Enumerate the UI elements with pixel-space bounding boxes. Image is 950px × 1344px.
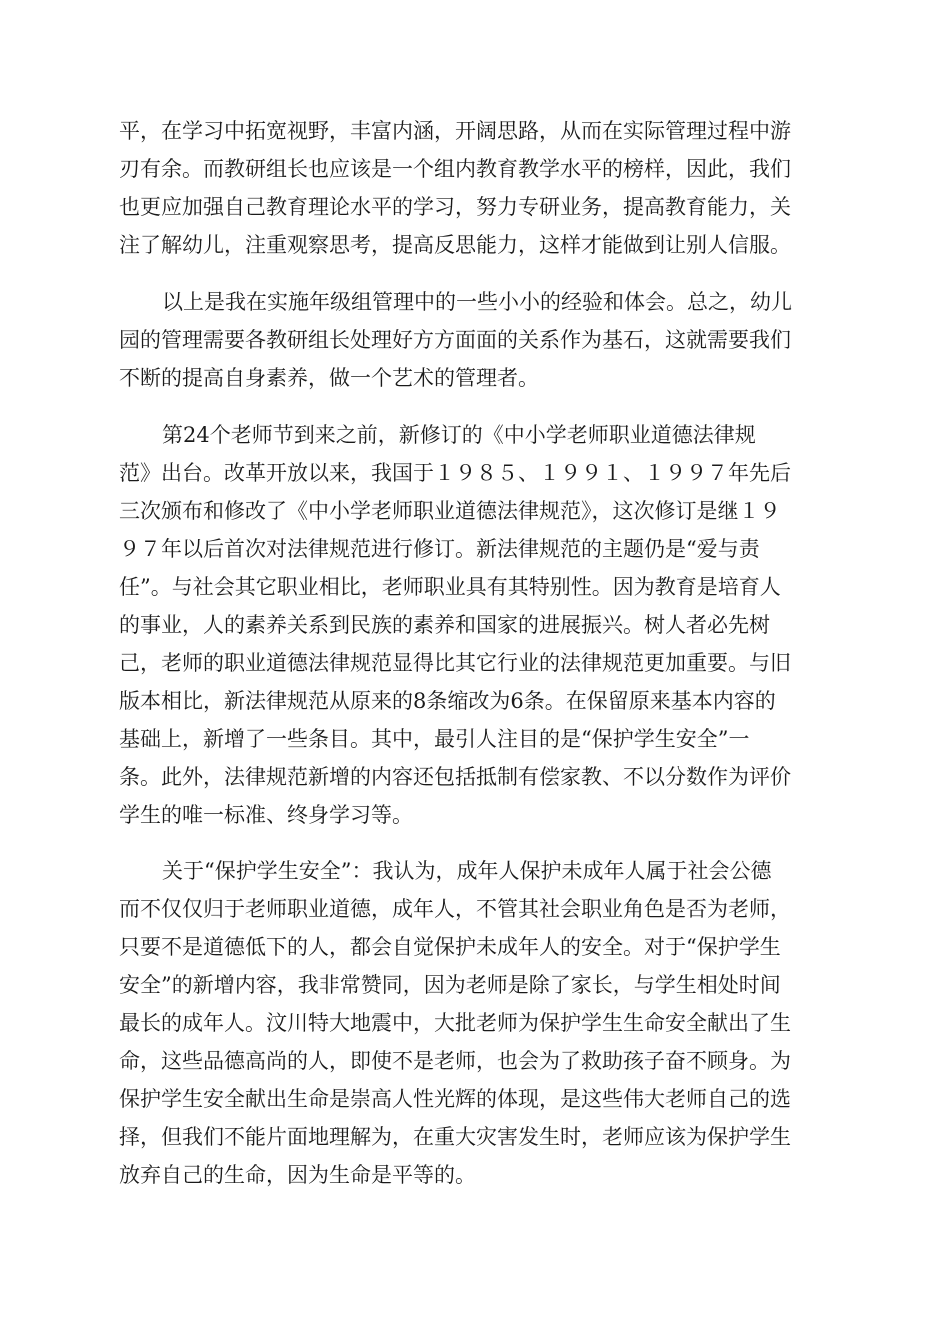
- text-line: 任”。与社会其它职业相比，老师职业具有其特别性。因为教育是培育人: [119, 575, 781, 599]
- text-line: 平，在学习中拓宽视野，丰富内涵，开阔思路，从而在实际管理过程中游: [119, 119, 791, 143]
- text-line: 的事业，人的素养关系到民族的素养和国家的进展振兴。树人者必先树: [119, 613, 770, 637]
- text-line: 范》出台。改革开放以来，我国于１９８５、１９９１、１９９７年先后: [119, 461, 791, 485]
- text-line: 基础上，新增了一些条目。其中，最引人注目的是“保护学生安全”一: [119, 727, 750, 751]
- text-line: 条。此外，法律规范新增的内容还包括抵制有偿家教、不以分数作为评价: [119, 765, 791, 789]
- text-line: 园的管理需要各教研组长处理好方方面面的关系作为基石，这就需要我们: [119, 328, 791, 352]
- text-line: 关于“保护学生安全”：我认为，成年人保护未成年人属于社会公德: [162, 859, 772, 883]
- text-line: 刃有余。而教研组长也应该是一个组内教育教学水平的榜样，因此，我们: [119, 157, 791, 181]
- text-line: 最长的成年人。汶川特大地震中，大批老师为保护学生生命安全献出了生: [119, 1011, 791, 1035]
- text-line: ９７年以后首次对法律规范进行修订。新法律规范的主题仍是“爱与责: [119, 537, 760, 561]
- text-line: 注了解幼儿，注重观察思考，提高反思能力，这样才能做到让别人信服。: [119, 233, 791, 257]
- text-line: 放弃自己的生命，因为生命是平等的。: [119, 1163, 476, 1187]
- text-line: 学生的唯一标准、终身学习等。: [119, 803, 413, 827]
- text-line: 三次颁布和修改了《中小学老师职业道德法律规范》，这次修订是继１９: [119, 499, 781, 523]
- text-line: 第24个老师节到来之前，新修订的《中小学老师职业道德法律规: [162, 423, 756, 447]
- text-line: 不断的提高自身素养，做一个艺术的管理者。: [119, 366, 539, 390]
- text-line: 以上是我在实施年级组管理中的一些小小的经验和体会。总之，幼儿: [162, 290, 792, 314]
- text-line: 择，但我们不能片面地理解为，在重大灾害发生时，老师应该为保护学生: [119, 1125, 791, 1149]
- text-line: 也更应加强自己教育理论水平的学习，努力专研业务，提高教育能力，关: [119, 195, 791, 219]
- text-line: 己，老师的职业道德法律规范显得比其它行业的法律规范更加重要。与旧: [119, 651, 791, 675]
- text-line: 安全”的新增内容，我非常赞同，因为老师是除了家长，与学生相处时间: [119, 973, 781, 997]
- text-line: 命，这些品德高尚的人，即使不是老师，也会为了救助孩子奋不顾身。为: [119, 1049, 791, 1073]
- text-line: 保护学生安全献出生命是崇高人性光辉的体现，是这些伟大老师自己的选: [119, 1087, 791, 1111]
- text-line: 只要不是道德低下的人，都会自觉保护未成年人的安全。对于“保护学生: [119, 935, 781, 959]
- text-line: 版本相比，新法律规范从原来的8条缩改为6条。在保留原来基本内容的: [119, 689, 776, 713]
- text-line: 而不仅仅归于老师职业道德，成年人，不管其社会职业角色是否为老师，: [119, 897, 791, 921]
